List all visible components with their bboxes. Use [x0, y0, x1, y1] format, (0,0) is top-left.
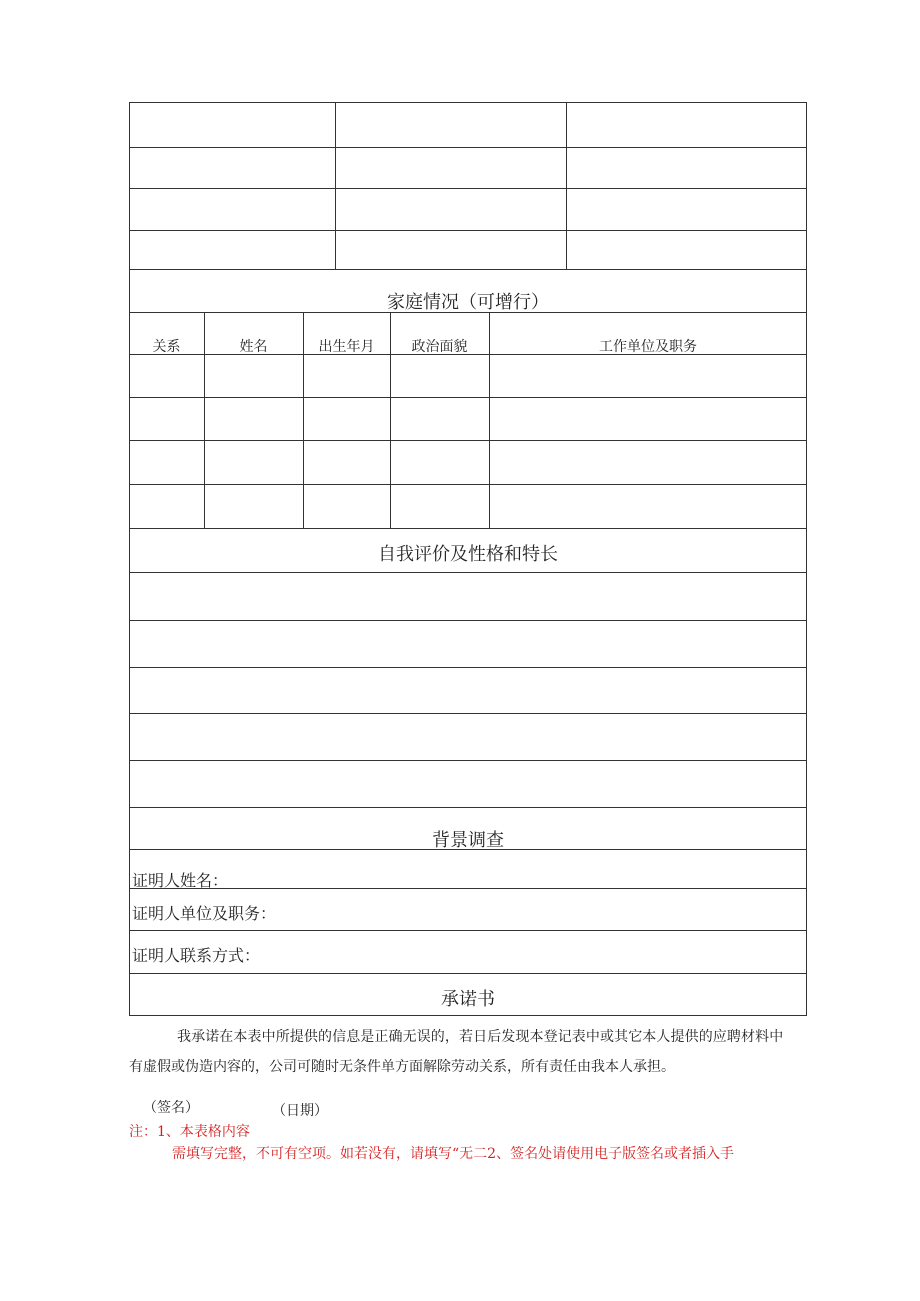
- self-eval-line[interactable]: [130, 668, 806, 712]
- date-label: （日期）: [272, 1103, 328, 1119]
- family-section-title: 家庭情况（可增行）: [387, 292, 549, 313]
- header-work-unit: 工作单位及职务: [599, 339, 697, 355]
- row-divider: [129, 440, 807, 441]
- blank-cell[interactable]: [130, 103, 335, 147]
- witness-contact-label: 证明人联系方式：: [132, 946, 261, 965]
- header-relation: 关系: [152, 339, 181, 355]
- header-birth-date: 出生年月: [318, 339, 375, 355]
- witness-name-label: 证明人姓名：: [132, 871, 229, 890]
- witness-unit-label: 证明人单位及职务：: [132, 904, 277, 923]
- row-divider: [129, 973, 807, 974]
- self-eval-section-title: 自我评价及性格和特长: [378, 544, 558, 565]
- self-eval-line[interactable]: [130, 621, 806, 666]
- row-divider: [129, 528, 807, 529]
- background-section-title: 背景调查: [432, 830, 504, 851]
- row-divider: [129, 397, 807, 398]
- signature-label: （签名）: [143, 1100, 199, 1116]
- row-divider: [129, 269, 807, 270]
- self-eval-line[interactable]: [130, 714, 806, 759]
- row-divider: [129, 230, 807, 231]
- self-eval-line[interactable]: [130, 573, 806, 619]
- pledge-section-title: 承诺书: [441, 989, 495, 1010]
- row-divider: [129, 888, 807, 889]
- pledge-text-line2: 有虚假或伪造内容的，公司可随时无条件单方面解除劳动关系，所有责任由我本人承担。: [129, 1059, 675, 1075]
- header-name: 姓名: [239, 339, 268, 355]
- row-divider: [129, 484, 807, 485]
- row-divider: [129, 147, 807, 148]
- note-line1: 注：1、本表格内容: [129, 1124, 250, 1140]
- header-political-status: 政治面貌: [411, 339, 468, 355]
- row-divider: [129, 188, 807, 189]
- blank-cell[interactable]: [336, 103, 566, 147]
- blank-cell[interactable]: [567, 103, 806, 147]
- row-divider: [129, 807, 807, 808]
- row-divider: [129, 1015, 807, 1016]
- pledge-text-line1: 我承诺在本表中所提供的信息是正确无误的，若日后发现本登记表中或其它本人提供的应聘材料中: [177, 1029, 784, 1045]
- note-line2: 需填写完整，不可有空项。如若没有，请填写“无二2、签名处请使用电子版签名或者插入手: [172, 1146, 735, 1162]
- row-divider: [129, 930, 807, 931]
- self-eval-line[interactable]: [130, 761, 806, 806]
